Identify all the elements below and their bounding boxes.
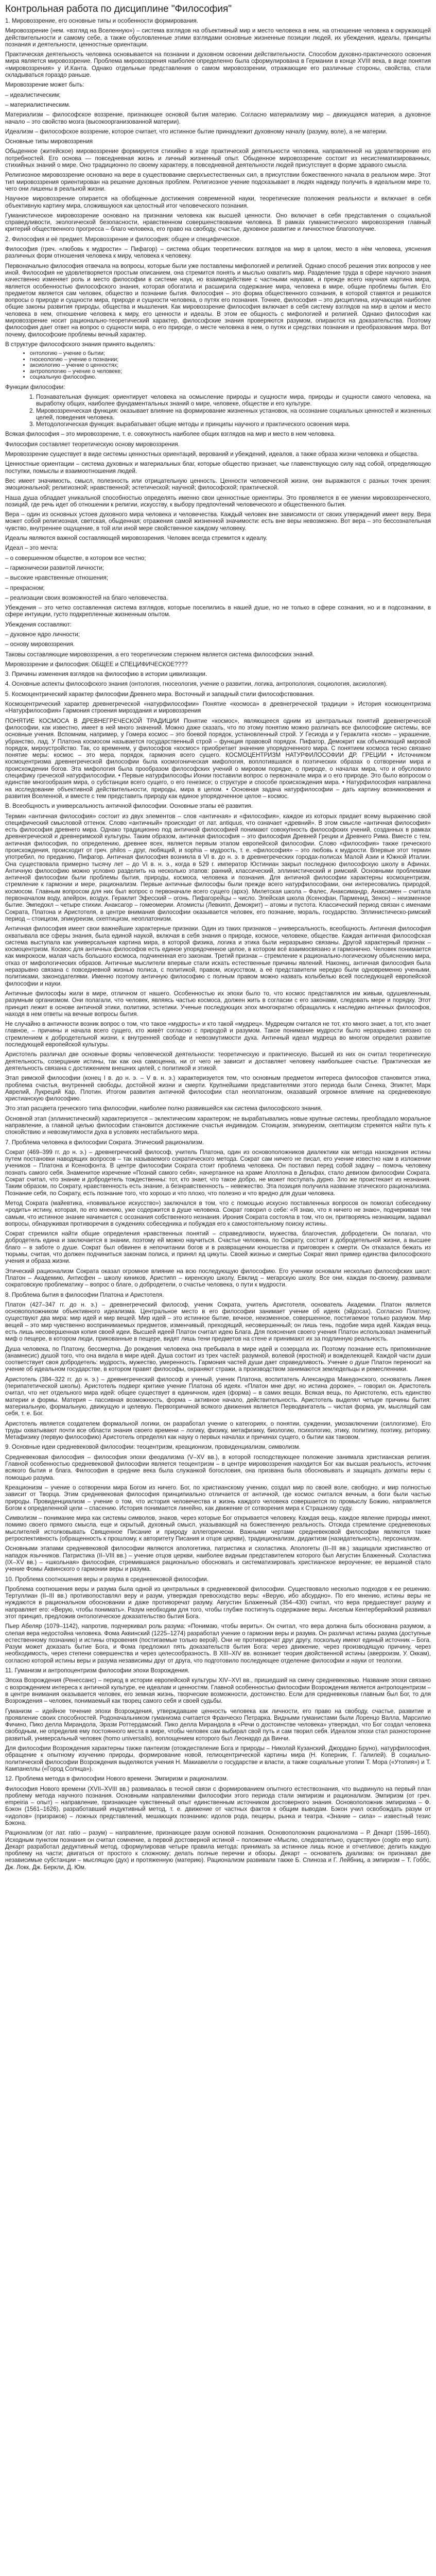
paragraph: Душа человека, по Платону, бессмертна. До рождения человека она пребывала в мире идей и созерцала их. Поэтому познание есть припоминание (анамнесис) душой того, что она видела в мире идей. Душа состоит из трех частей: разумной, волевой (яростной) и вожделеющей. Каждой части души соответствует своя добродетель: мудрость, мужество, умеренность. Гармония частей души дает справедливость. Учение о душе Платон переносит на учение об идеальном государстве, в котором правят философы, охраняют стражи, а производством занимаются земледельцы и ремесленники. — [5, 1345, 431, 1373]
paragraph: 10. Проблема соотношения веры и разума в средневековой философии. — [5, 1575, 209, 1583]
paragraph: – основу мировоззрения. — [5, 641, 75, 648]
paragraph: 2. Философия и её предмет. Мировоззрение и философия: общее и специфическое. — [5, 235, 241, 243]
paragraph: Рационализм (от лат. ratio – разум) – направление, признающее разум основой познания. Основоположник рационализма – Р. Декарт (1596–1650). Исходным пунктом познания он считал сомнение, а первой достоверной истиной – положение «Мыслю, следовательно, существую» (cogito ergo sum). Декарт разработал дедуктивный метод, сформулировав четыре правила метода: принимать за истинное лишь ясное и отчетливое; делить каждую проблему на части; двигаться от простого к сложному; делать полные перечни и обзоры. Декарт – основатель дуализма: он признавал две независимые субстанции – мыслящую (дух) и протяженную (материю). Рационализм развивали также Б. Спиноза и Г. Лейбниц, а эмпиризм – Т. Гоббс, Дж. Локк, Дж. Беркли, Д. Юм. — [5, 1829, 431, 1871]
list-item: • социальную философию. — [30, 375, 431, 381]
paragraph: Сократ (469–399 гг. до н. э.) – древнегреческий философ, учитель Платона, один из основоположников диалектики как метода нахождения истины путем постановки наводящих вопросов – так называемого сократического метода. Сократ сам ничего не писал, его учение известно нам в изложении учеников – Платона и Ксенофонта. В центре философии Сократа стоит проблема человека. Он поставил перед собой задачу – помочь человеку познать самого себя. Знаменитое изречение «Познай самого себя», начертанное на храме Аполлона в Дельфах, стало девизом философии Сократа. Сократ считал, что знание и добродетель тождественны: тот, кто знает, что такое добро, не может поступать дурно. Зло же проистекает из незнания. Таким образом, по Сократу, нравственность есть знание, а безнравственность – невежество. Эта позиция получила название этического рационализма. Познание себя, по Сократу, есть познание того, что хорошо и что плохо, что полезно и что вредно для души человека. — [5, 1148, 431, 1197]
list-item: • аксиологию – учение о ценностях; — [30, 363, 431, 369]
paragraph: 11. Гуманизм и антропоцентризм философии эпохи Возрождения. — [5, 1667, 189, 1674]
paragraph: Космоцентрический характер древнегреческой «натурфилософии» Понятие «космоса» в древнегреческой традиции » История космоцентризма «Натурфилософия» Гармония строения мироздания и мировоззрения — [5, 701, 431, 715]
paragraph: Античная философия имеет свои важнейшие характерные признаки. Один из таких признаков – универсальность, всеобщность. Античная философия охватывала все сферы знания, была единой наукой, включая в себя знания о природе, космосе, человеке, обществе. Каждая античная философская система выступала как универсальная картина мира, в которой физика, логика и этика были неразрывно связаны. Другой характерный признак – космоцентризм. Космос для античных философов есть единое упорядоченное целое, в котором всё взаимосвязано и гармонично. Человек понимается как микрокосм, малая часть большого космоса, подчиненная его законам. Третий признак – стремление к рационально-логическому объяснению мира, отказ от мифологических образов. Античные мыслители впервые стали искать естественные причины явлений. Наконец, античная философия была неразрывно связана с повседневной жизнью полиса, с политикой, правом, искусством, а её представители нередко были одновременно учеными, политиками, законодателями. Именно поэтому античную философию с полным правом можно назвать колыбелью всей последующей европейской философии и науки. — [5, 925, 431, 987]
paragraph: Эпоха Возрождения (Ренессанс) – период в истории европейской культуры XIV–XVI вв., пришедший на смену средневековью. Название эпохи связано с возрождением интереса к античной культуре, ее идеалам и ценностям. Главной особенностью философии Возрождения является антропоцентризм – в центре внимания оказывается человек, его земная жизнь, творческие возможности, достоинство. Если для средневековья главным был Бог, то для Возрождения – человек, понимаемый как творец самого себя и своей судьбы. — [5, 1677, 431, 1705]
paragraph: Креационизм – учение о сотворении мира Богом из ничего. Бог, по христианскому учению, создал мир по своей воле, свободно, и мир полностью зависит от Творца. Этим средневековая философия принципиально отличается от античной, где космос считался вечным, а боги были частью природы. Провиденциализм – учение о том, что история человечества и жизнь каждого человека совершается по промыслу Божию, направляется Богом к определенной цели – спасению. История понимается линейно, как движение от сотворения мира к Страшному суду. — [5, 1484, 431, 1512]
paragraph: Материализм – философское воззрение, признающее основой бытия материю. Согласно материализму мир – движущаяся материя, а духовное начало – это свойство мозга (высокоорганизованной материи). — [5, 111, 431, 125]
paragraph: Термин «античная философия» состоит из двух элементов – слов «античная» и «философия», каждое из которых придает всему выражению свой специфический смысловой оттенок. Слово «античный» происходит от лат. antiquus, что означает «древний». В этом смысле «античная философия» есть философия древнего мира. Однако традиционно под античной философией понимают совокупность философских учений, созданных в рамках древнегреческой и древнеримской культуры. Таким образом, античная философия – это философия Древней Греции и Древнего Рима. Вместе с тем, античная философия, по определению, древнее всех, является первым этапом европейской философии. Слово «философия» также греческого происхождения, происходит от греч. philos – друг, любящий, и sophia – мудрость, т. е. «философия» – это любовь к мудрости. Впервые этот термин употребил, по преданию, Пифагор. Античная философия возникла в VI в. до н. э. в древнегреческих городах-полисах Малой Азии и Южной Италии. Она существовала примерно тысячу лет – до VI в. н. э., когда в 529 г. император Юстиниан закрыл последнюю философскую школу в Афинах. Античную философию можно условно разделить на несколько этапов: ранний, классический, эллинистический и римский. Основными проблемами античной философии были проблемы бытия, природы, космоса, человека и познания. Для античной философии характерны космоцентризм, стремление к гармонии и мере, рационализм. Первые античные философы были прежде всего натурфилософами, они интересовались природой, космосом. Главным вопросом для них был вопрос о первоначале всего сущего (архэ). Милетская школа – Фалес, Анаксимандр, Анаксимен – считала первоначалом воду, апейрон, воздух. Гераклит Эфесский – огонь. Пифагорейцы – число. Элейская школа (Ксенофан, Парменид, Зенон) – неизменное бытие. Эмпедокл – четыре стихии. Анаксагор – гомеомерии. Атомисты (Левкипп, Демокрит) – атомы и пустота. Классический период связан с именами Сократа, Платона и Аристотеля, в центре внимания философии оказывается человек, его познание, мораль, государство. Эллинистическо-римский период – стоицизм, эпикуреизм, скептицизм, неоплатонизм. — [5, 812, 431, 922]
paragraph: Мировоззрение может быть: — [5, 81, 84, 89]
paragraph: Не случайно в античности возник вопрос о том, что такое «мудрость» и кто такой «мудрец». Мудрецом считался не тот, кто много знает, а тот, кто знает главное, – причины и начала всего сущего, кто живёт согласно с природой и разумом. Такое понимание мудрости было неразрывно связано со стремлением к добродетельной жизни, к внутренней свободе и невозмутимости духа. Античный идеал мудреца во многом определил развитие последующей европейской культуры. — [5, 1021, 431, 1048]
paragraph: Мировоззрение (нем. «взгляд на Вселенную») – система взглядов на объективный мир и место человека в нем, на отношение человека к окружающей действительности и самому себе, а также обусловленные этими взглядами основные жизненные позиции людей, их убеждения, идеалы, принципы познания и деятельности, ценностные ориентации. — [5, 27, 431, 48]
paragraph: Сократ стремился найти общие определения нравственных понятий – справедливости, мужества, благочестия, добродетели. Он полагал, что добродетель едина и заключается в знании, поэтому ей можно научиться. Счастье человека, по Сократу, состоит в добродетельной жизни, а высшее благо – в заботе о душе. Сократ был обвинен в непочитании богов и в развращении юношества и приговорен к смерти. Он отказался бежать из тюрьмы, считая, что должен подчиниться законам полиса, и принял яд цикуты. Своей жизнью и смертью Сократ явил пример единства философского учения и образа жизни. — [5, 1230, 431, 1265]
paragraph: Научное мировоззрение опирается на обобщенные достижения современной науки, теоретические положения реальности и включает в себя объективную картину мира, сложившуюся как целостный итог человеческого познания. — [5, 195, 431, 209]
paragraph: Идеализм – философское воззрение, которое считает, что истинное бытие принадлежит духовному началу (разуму, воле), а не материи. — [5, 128, 388, 135]
paragraph: Обыденное (житейское) мировоззрение формируется стихийно в ходе практической деятельности человека, направленной на удовлетворение его потребностей. Его основа — повседневная жизнь и личный жизненный опыт. Обыденное мировоззрение состоит из несистематизированных, стихийных знаний о мире. Оно традиционно по своему характеру, в повседневной деятельности людей присутствует в форме здравого смысла. — [5, 148, 431, 169]
paragraph: 9. Основные идеи средневековой философии: теоцентризм, креационизм, провиденциализм, символизм. — [5, 1444, 301, 1451]
paragraph: Основными этапами средневековой философии являются апологетика, патристика и схоластика. Апологеты (II–III вв.) защищали христианство от нападок язычников. Патристика (II–VIII вв.) – учение отцов церкви, наиболее видным представителем которого был Августин Блаженный. Схоластика (IX–XV вв.) – «школьная» философия, стремившаяся рационально обосновать и систематизировать христианское вероучение; ее вершиной стало учение Фомы Аквинского о гармонии веры и разума. — [5, 1545, 431, 1573]
paragraph: Вера – один из основных устоев духовного мира человека и человечества. Каждый человек вне зависимости от своих утверждений имеет веру. Вера может собой религиозная, светская, обыденная; отражения самой жизненной значимости: есть вне веры невозможно. Вот вера – это бессознательная чувство, внутреннее ощущение, в той или иной мере свойственное каждому человеку. — [5, 511, 431, 532]
paragraph: Идеал – это мечта: — [5, 545, 59, 552]
list-item: 1. Познавательная функция: ориентирует человека на осмысление природы и сущности мира, природы и сущности самого человека, на выработку общих, наиболее фундаментальных знаний о мире, человеке, обществе и его культуре. — [36, 394, 431, 408]
paragraph: В. Всеобщность и универсальность античной философии. Основные этапы её развития. — [5, 803, 253, 810]
paragraph: 7. Проблема человека в философии Сократа. Этический рационализм. — [5, 1139, 204, 1146]
paragraph: – реализации своих возможностей на благо человечества. — [5, 594, 168, 601]
paragraph: Функции философии: — [5, 383, 65, 391]
paragraph: Аристотель (384–322 гг. до н. э.) – древнегреческий философ и ученый, ученик Платона, воспитатель Александра Македонского, основатель Ликея (перипатетической школы). Аристотель подверг критике учение Платона об идеях. «Платон мне друг, но истина дороже», – говорил он. Аристотель считал, что нет отдельного мира идей: общее существует в единичном, идея (форма) – в самих вещах. Всякая вещь, по Аристотелю, есть единство материи и формы. Материя – пассивная возможность, форма – активное начало, действительность. Аристотель выделял четыре причины бытия: материальную, формальную, движущую и целевую. Первопричиной всякого движения является Перводвигатель – чистая форма, ум, мыслящий сам себя, т. е. Бог. — [5, 1376, 431, 1417]
list-item: • гносеологию – учение о познании; — [30, 357, 431, 363]
numbered-list — [5, 394, 431, 428]
paragraph: – духовное ядро личности; — [5, 631, 80, 638]
paragraph: Аристотель различал две основные формы человеческой деятельности: теоретическую и практическую. Высшей из них он считал теоретическую деятельность, созерцание истины, так как она самоценна, ни от чего не зависит и доставляет человеку наибольшее счастье. Практическая же деятельность связана с достижением внешних целей, с политикой и этикой. — [5, 1051, 431, 1072]
list-item: 2. Мировоззренческая функция: оказывает влияние на формирование жизненных установок, на осознание социальных ценностей и жизненных целей, поведения человека. — [36, 408, 431, 421]
paragraph: Убеждения составляют: — [5, 621, 72, 628]
paragraph: Мировоззрение существует в виде системы ценностных ориентаций, верований и убеждений, идеалов, а также образа жизни человека и общества. — [5, 451, 419, 458]
paragraph: Убеждения – это четко составленная система взглядов, которые поселились в нашей душе, но не только в сфере сознания, но и в подсознании, в сфере интуиции, густо подкрепленные жизненным опытом. — [5, 604, 431, 618]
bullet-list — [5, 351, 431, 381]
paragraph: Это этап расцвета греческого типа философии, наиболее полно развившейся как система философского знания. — [5, 1105, 323, 1112]
paragraph: – идеалистическим; — [5, 91, 61, 98]
paragraph: Первоначально философия отвечала на вопросы, которые были уже поставлены мифологией и религией. Однако способ решения этих вопросов у нее иной. Философия не удовлетворяется простым описанием, она стремится понять и мыслью охватить мир. Разделение труда в сфере научного знания качественно изменяет роль и место философии в системе наук, но взаимодействие с частными науками, и прежде всего научная картина мира, является особенностью философского знания, которая обогатила и расширила содержание мира, человека в мире, общие проблемы бытия. Его предметом является сам человек, общество и познание бытия. Философия – это форма общественного сознания, в которой ставятся и решаются вопросы о природе и сущности мира, природе и сущности человека, о путях его познания. Точнее, философия – это дисциплина, изучающая наиболее общие законы развития природы, общества и мышления. Как мировоззрение философия включает в себя систему взглядов на мир в целом и место человека в нем, отношение человека к миру, его ценности и идеалы. В этом ее общность с мифологией и религией. Однако философия как мировоззрение носит рационально-теоретический характер, философские знания проверяются разумом, опираются на доказательства. Поэтому философия дает ответ на вопрос о сущности мира, о его природе, о месте человека в нем, о путях и средствах познания и преобразования мира. Вот почему, философские проблемы вечный характер. — [5, 262, 431, 338]
paragraph: – высокие нравственные отношения; — [5, 574, 108, 582]
paragraph: Для философии Возрождения характерны также пантеизм (отождествление Бога и природы – Николай Кузанский, Джордано Бруно), натурфилософия, обращение к опытному изучению природы, формирование новой, гелиоцентрической картины мира (Н. Коперник, Г. Галилей). В социально-политической философии Возрождения выделяются учения Н. Макиавелли о государстве и власти, а также социальные утопии Т. Мора («Утопия») и Т. Кампанеллы («Город Солнца»). — [5, 1745, 431, 1772]
paragraph: Вес имеет значимость, смысл, полезность или отрицательную ценность. Ценности человеческой жизни, они выражаются с разных точек зрения: эмоциональной; религиозной; нравственной; эстетической; научной; философской; практической. — [5, 477, 431, 492]
paragraph: Проблема соотношения веры и разума была одной из центральных в средневековой философии. Существовало несколько подходов к ее решению. Тертуллиан (II–III вв.) противопоставлял веру и разум, утверждая превосходство веры: «Верую, ибо абсурдно». По его мнению, истины веры не нуждаются в рациональном обосновании и даже противоречат разуму. Августин Блаженный (354–430) считал, что вера предшествует разуму и направляет его: «Верую, чтобы понимать». Разум необходим для того, чтобы глубже постигнуть содержание веры. Ансельм Кентерберийский развивал этот принцип, предложив онтологическое доказательство бытия Бога. — [5, 1585, 431, 1620]
paragraph: ПОНЯТИЕ КОСМОСА В ДРЕВНЕГРЕЧЕСКОЙ ТРАДИЦИИ Понятие «космос», являющееся одним из центральных понятий древнегреческой философии, как известно, имеет в ней много значений. Можно даже сказать, что по этому понятию можно различать все философские системы, все основные учения. Вспомним, например, у Гомера космос – это боевой порядок, установленный строй. У Гесиода и у Гераклита «косм» – украшение, убранство, лад. У Платона космосом называется государственный строй – функция правовой порядок. Пифагор, Демокрит как объемлющий мировой порядок, мироустройство. Так, со временем, у философов «космос» приобретает значение упорядоченного мира. С понятием космоса тесно связано понятие меры: космос – это мера, порядок, гармония всего сущего. КОСМОЦЕНТРИЗМ НАТУРФИЛОСОФИИ ДР. ГРЕЦИИ • Источником космоцентризма древнегреческой философии была космогоническая мифология, воплотившаяся в поэтических образах о сотворении мира и происхождении богов. Эта мифология была прообразом философских учений о мировом порядке, о природе, о началах мира, что и обусловило специфику греческой натурфилософии. • Первые натурфилософы Ионии поставили вопрос о первоначале мира и о его природе. Это было вопросом о единстве многообразия мира, о субстанции всего сущего, о его генезисе; о структуре и способе происхождения мира. • Натурфилософия направлена на исследование объективной действительности, природы, мира в целом. • Основная задача натурфилософии – дать картину возникновения и развития Вселенной, и вместе с тем представить природу как единое упорядоченное целое – космос. — [5, 717, 431, 800]
paragraph: Аристотель является создателем формальной логики, он разработал учение о категориях, о понятии, суждении, умозаключении (силлогизме). Его труды охватывают почти все области знания своего времени – логику, физику, метафизику, биологию, психологию, этику, политику, поэтику, риторику. Метафизику (первую философию) Аристотель определял как науку о первых началах и причинах сущего, о бытии как таковом. — [5, 1420, 431, 1441]
paragraph: Гуманистическое мировоззрение основано на признании человека как высшей ценности. Оно включает в себя представления о социальной справедливости, экологической безопасности, нравственном совершенствовании человека. В рамках гуманистического мировоззрения главный критерий общественного прогресса – благо человека, его право на свободу, счастье, духовное развитие и личностное благополучие. — [5, 212, 431, 233]
paragraph: Наша душа обладает уникальной способностью определять именно свои ценностные ориентиры. Это проявляется в ее умении мировоззренческого, позиций, где речь идет об отношении к религии, искусству, к выбору предпочтений человеческого и общественного бытия. — [5, 494, 431, 508]
paragraph: Идеалы являются важной составляющей мировоззрения. Человек всегда стремится к идеалу. — [5, 535, 268, 542]
list-item: • онтологию – учение о бытии; — [30, 351, 431, 357]
paragraph: 5. Космоцентрический характер философии Древнего мира. Восточный и западный стили философствования. — [5, 690, 315, 698]
paragraph: Философия Нового времени (XVII–XVIII вв.) развивалась в тесной связи с формированием опытного естествознания, что выдвинуло на первый план проблему метода научного познания. Основными направлениями философии этого периода стали эмпиризм и рационализм. Эмпиризм (от греч. empeiria – опыт) – направление, признающее чувственный опыт единственным источником достоверного знания. Основоположник эмпиризма – Ф. Бэкон (1561–1626), разработавший индуктивный метод, т. е. движение от частных фактов к общим выводам. Бэкон учил освобождать разум от «идолов» (призраков) – ложных представлений, мешающих познанию: идолов рода, пещеры, рынка и театра. «Знание – сила» – известный тезис Бэкона. — [5, 1785, 431, 1826]
document-title: Контрольная работа по дисциплине "Философия" — [5, 4, 232, 14]
paragraph: В структуре философского знания принято выделять: — [5, 341, 155, 348]
paragraph: Философия (греч. «любовь к мудрости» – Пифагор) – система общих теоретических взглядов на мир в целом, место в нём человека, уяснения различных форм отношения человека к миру, человека к человеку. — [5, 246, 431, 260]
paragraph: – материалистическим. — [5, 101, 71, 108]
paragraph: Основной этап (эллинистический) характеризуется – эклектическим характером; не вырабатывались новые крупные системы, преобладало моральное направление, а главной целью философии становится достижение счастья индивидом. Стоицизм, эпикуреизм, скептицизм стремятся найти путь к спокойствию и невозмутимости духа в условиях нестабильного мира. — [5, 1115, 431, 1136]
paragraph: Основные типы мировоззрения — [5, 138, 93, 145]
paragraph: 4. Основные аспекты философского знания (онтология, гносеология, учение о развитии, логика, антропология, социология, аксиология). — [5, 681, 388, 688]
paragraph: Пьер Абеляр (1079–1142), напротив, подчеркивал роль разума: «Понимаю, чтобы верить». Он считал, что вера должна быть обоснована разумом, а слепая вера недостойна человека. Фома Аквинский (1225–1274) разработал учение о гармонии веры и разума. Он различал истины разума (доступные естественному познанию) и истины откровения (постигаемые только верой). Они не противоречат друг другу, поскольку имеют единый источник – Бога. Разум может доказать бытие Бога, и Фома предложил пять доказательств бытия Бога: через движение, через производящую причину, через необходимость, через степени совершенства и через целесообразность. В XIII–XIV вв. возникает теория двойственной истины (аверроизм, У. Оккам), согласно которой истины веры и разума независимы друг от друга, что подготовило последующее отделение философии и науки от теологии. — [5, 1623, 431, 1664]
document-body — [5, 18, 431, 1871]
paragraph: Мировоззрение и философия: ОБЩЕЕ и СПЕЦИФИЧЕСКОЕ???? — [5, 660, 188, 668]
paragraph: Практическая деятельность человека основывается на познании и духовном освоении действительности. Способом духовно-практического освоения мира является мировоззрение. Проблема мировоззрения наиболее определенно была сформулирована в Германии в конце XVIII века, в виде понятия «мировоззрения» у И.Канта. Однако отдельные представления о самом мировоззрении, отражающие его различные стороны, свойства, стали складываться гораздо раньше. — [5, 51, 431, 79]
paragraph: Этап римской философии (конец I в. до н. э. – V в. н. э.) характеризуется тем, что основным предметом интереса философов становится этика, проблема счастья, внутренней свободы, достойной жизни и смерти. Крупнейшими представителями этого периода были Сенека, Эпиктет, Марк Аврелий, Лукреций Кар, Плотин. Итогом развития античной философии стал неоплатонизм, оказавший огромное влияние на средневековую христианскую философию. — [5, 1075, 431, 1103]
paragraph: – о совершенном обществе, в котором все честно; — [5, 554, 146, 562]
paragraph: Всякая философия – это мировоззрение, т. е. совокупность наиболее общих взглядов на мир и место в нем человека. — [5, 431, 336, 438]
paragraph: Средневековая философия – философия эпохи феодализма (V–XV вв.), в которой господствующее положение занимала христианская религия. Главной особенностью средневековой философии является теоцентризм – в центре мировоззрения находится Бог как высшая реальность, источник всякого бытия и блага. Философия в средние века была служанкой богословия, она призвана была обосновывать и защищать догматы веры с помощью разума. — [5, 1453, 431, 1481]
paragraph: 1. Мировоззрение, его основные типы и особенности формирования. — [5, 18, 198, 24]
list-item: 3. Методологическая функция: вырабатывает общие методы и принципы научного и практического освоения мира. — [36, 421, 431, 428]
paragraph: 12. Проблема метода в философии Нового времени. Эмпиризм и рационализм. — [5, 1775, 229, 1783]
paragraph: Философия составляет теоретическую основу мировоззрения. — [5, 440, 180, 448]
paragraph: – прекрасном; — [5, 584, 45, 591]
paragraph: 3. Причины изменения взглядов на философию в истории цивилизации. — [5, 671, 207, 678]
list-item: • антропологию – учение о человеке; — [30, 369, 431, 375]
paragraph: – гармонически развитой личности; — [5, 564, 104, 571]
paragraph: Ценностные ориентации – система духовных и материальных благ, которые общество признает, чье главенствующую силу над собой, определяющую поступки, помыслы и взаимоотношения людей. — [5, 461, 431, 474]
paragraph: Этический рационализм Сократа оказал огромное влияние на всю последующую философию. Его ученики основали несколько философских школ: Платон – Академию, Антисфен – школу киников, Аристипп – киренскую школу, Евклид – мегарскую школу. Все они, каждая по-своему, развивали сократовскую проблематику – вопрос о благе, о добродетели, о счастье человека, о пути к мудрости. — [5, 1267, 431, 1289]
paragraph: Религиозное мировоззрение основано на вере в существование сверхъестественных сил, в присутствии божественного начала в реальном мире. Этот тип мировоззрения ориентирован на решение духовных проблем. Религиозное учение подсказывает в людях надежду получить в идеальном мире то, чего они лишены в реальной жизни. — [5, 172, 431, 192]
paragraph: Гуманизм – идейное течение эпохи Возрождения, утверждавшее ценность человека как личности, его право на свободу, счастье, развитие и проявление своих способностей. Родоначальником гуманизма считается Франческо Петрарка. Видными гуманистами были Лоренцо Валла, Марсилио Фичино, Пико делла Мирандола, Эразм Роттердамский. Пико делла Мирандола в «Речи о достоинстве человека» утверждал, что Бог создал человека свободным, не определив ему постоянного места в мире, чтобы человек сам выбирал свой путь и сам творил себя. Идеалом эпохи стал разносторонне развитый, универсальный человек (homo universalis), воплощением которого был Леонардо да Винчи. — [5, 1707, 431, 1742]
paragraph: 8. Проблема бытия в философии Платона и Аристотеля. — [5, 1291, 164, 1298]
paragraph: Платон (427–347 гг. до н. э.) – древнегреческий философ, ученик Сократа, учитель Аристотеля, основатель Академии. Платон является основоположником объективного идеализма. Центральное место в его философии занимает учение об идеях (эйдосах). Согласно Платону, существуют два мира: мир идей и мир вещей. Мир идей – это истинное бытие, вечное, неизменное, совершенное, постигаемое только разумом. Мир вещей – это мир чувственно воспринимаемых предметов, изменчивый, преходящий, несовершенный; он лишь тень, подобие мира идей. Каждая вещь есть лишь несовершенная копия своей идеи. Высшей идеей Платон считал идею Блага. Для пояснения своего учения Платон использовал знаменитый миф о пещере, в котором люди, прикованные в пещере, видят лишь тени предметов на стене и принимают их за подлинную реальность. — [5, 1301, 431, 1343]
paragraph: Античные философы жили в мире, отличном от нашего. Особенностью их эпохи было то, что космос представлялся им живым, одушевленным, разумным организмом. Они полагали, что человек, являясь частью космоса, должен жить в согласии с его законами, следовать мере и порядку. Этот принцип лежит в основе античной этики, политики, эстетики. Ученые последующих эпох многократно обращались к наследию античных философов, находя в нем ответы на вечные вопросы бытия. — [5, 990, 431, 1018]
paragraph: Метод Сократа (майевтика, «повивальное искусство») заключался в том, что с помощью искусно поставленных вопросов он помогал собеседнику «родить» истину, которая, по его мнению, уже содержится в душе человека. Сократ говорил о себе: «Я знаю, что я ничего не знаю», подчеркивая тем самым, что истинное знание начинается с осознания собственного незнания. Ирония Сократа состояла в том, что он, притворяясь незнающим, задавал вопросы, обнаруживая противоречия в суждениях собеседника и побуждая его к самостоятельному поиску истины. — [5, 1199, 431, 1227]
paragraph: Символизм – понимание мира как системы символов, знаков, через которые Бог открывается человеку. Каждая вещь, каждое явление природы имеют, помимо своего прямого смысла, еще и скрытый, духовный смысл, указывающий на божественную реальность. Отсюда стремление средневековых мыслителей истолковывать Священное Писание и природу аллегорически. Важными чертами средневековой философии являются также ретроспективность (обращенность к прошлому, к авторитету Писания и отцов церкви), традиционализм, дидактизм (назидательность), персонализм. — [5, 1515, 431, 1543]
paragraph: Таковы составляющие мировоззрения, а его теоретическим стержнем является система философских знаний. — [5, 651, 315, 658]
